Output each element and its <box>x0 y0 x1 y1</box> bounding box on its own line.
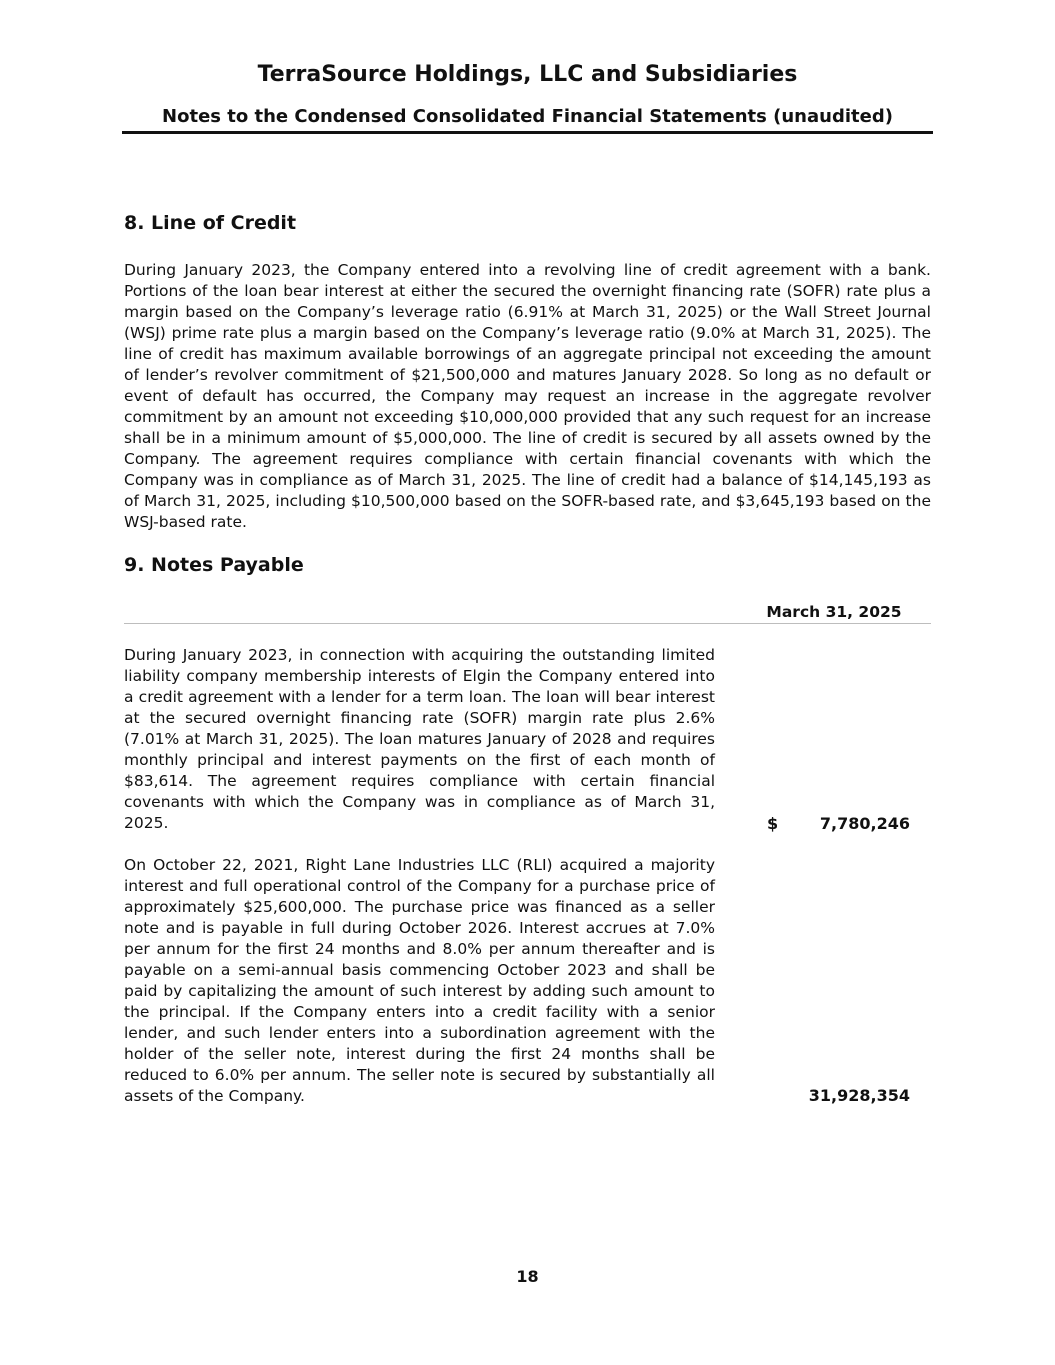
header-rule <box>122 131 933 134</box>
document-subtitle: Notes to the Condensed Consolidated Financial Statements (unaudited) <box>162 106 893 127</box>
note-term-loan-amount: 7,780,246 <box>819 814 910 833</box>
table-header-rule <box>124 623 931 624</box>
section-heading-line-of-credit: 8. Line of Credit <box>124 212 297 234</box>
section-heading-notes-payable: 9. Notes Payable <box>124 554 304 576</box>
line-of-credit-paragraph: During January 2023, the Company entered into a revolving line of credit agreement with a bank. Portions of the loan bear interest at either the secured the overnight financing rate (SOFR) rate plus a margin based on the Company’s leverage ratio (6.91% at March 31, 2025) or the Wall Street Journal (WSJ) prime rate plus a margin based on the Company’s leverage ratio (9.0% at March 31, 2025). The line of credit has maximum available borrowings of an aggregate principal not exceeding the amount of lender’s revolver commitment of $21,500,000 and matures January 2028. So long as no default or event of default has occurred, the Company may request an increase in the aggregate revolver commitment by an amount not exceeding $10,000,000 provided that any such request for an increase shall be in a minimum amount of $5,000,000. The line of credit is secured by all assets owned by the Company. The agreement requires compliance with certain financial covenants with which the Company was in compliance as of March 31, 2025. The line of credit had a balance of $14,145,193 as of March 31, 2025, including $10,500,000 based on the SOFR-based rate, and $3,645,193 based on the WSJ-based rate. <box>124 261 931 531</box>
column-header-date: March 31, 2025 <box>766 603 902 621</box>
currency-symbol: $ <box>767 814 779 833</box>
note-term-loan-description: During January 2023, in connection with acquiring the outstanding limited liability company membership interests of Elgin the Company entered into a credit agreement with a lender for a term loan. The loan will bear interest at the secured overnight financing rate (SOFR) margin rate plus 2.6% (7.01% at March 31, 2025). The loan matures January of 2028 and requires monthly principal and interest payments on the first of each month of $83,614. The agreement requires compliance with certain financial covenants with which the Company was in compliance as of March 31, 2025. <box>124 646 715 832</box>
note-seller-note-description: On October 22, 2021, Right Lane Industries LLC (RLI) acquired a majority interest and full operational control of the Company for a purchase price of approximately $25,600,000. The purchase price was financed as a seller note and is payable in full during October 2026. Interest accrues at 7.0% per annum for the first 24 months and 8.0% per annum thereafter and is payable on a semi-annual basis commencing October 2023 and shall be paid by capitalizing the amount of such interest by adding such amount to the principal. If the Company enters into a credit facility with a senior lender, and such lender enters into a subordination agreement with the holder of the seller note, interest during the first 24 months shall be reduced to 6.0% per annum. The seller note is secured by substantially all assets of the Company. <box>124 856 715 1105</box>
page-number: 18 <box>516 1267 539 1286</box>
company-title: TerraSource Holdings, LLC and Subsidiaries <box>257 62 798 87</box>
note-seller-note-amount: 31,928,354 <box>808 1086 910 1105</box>
